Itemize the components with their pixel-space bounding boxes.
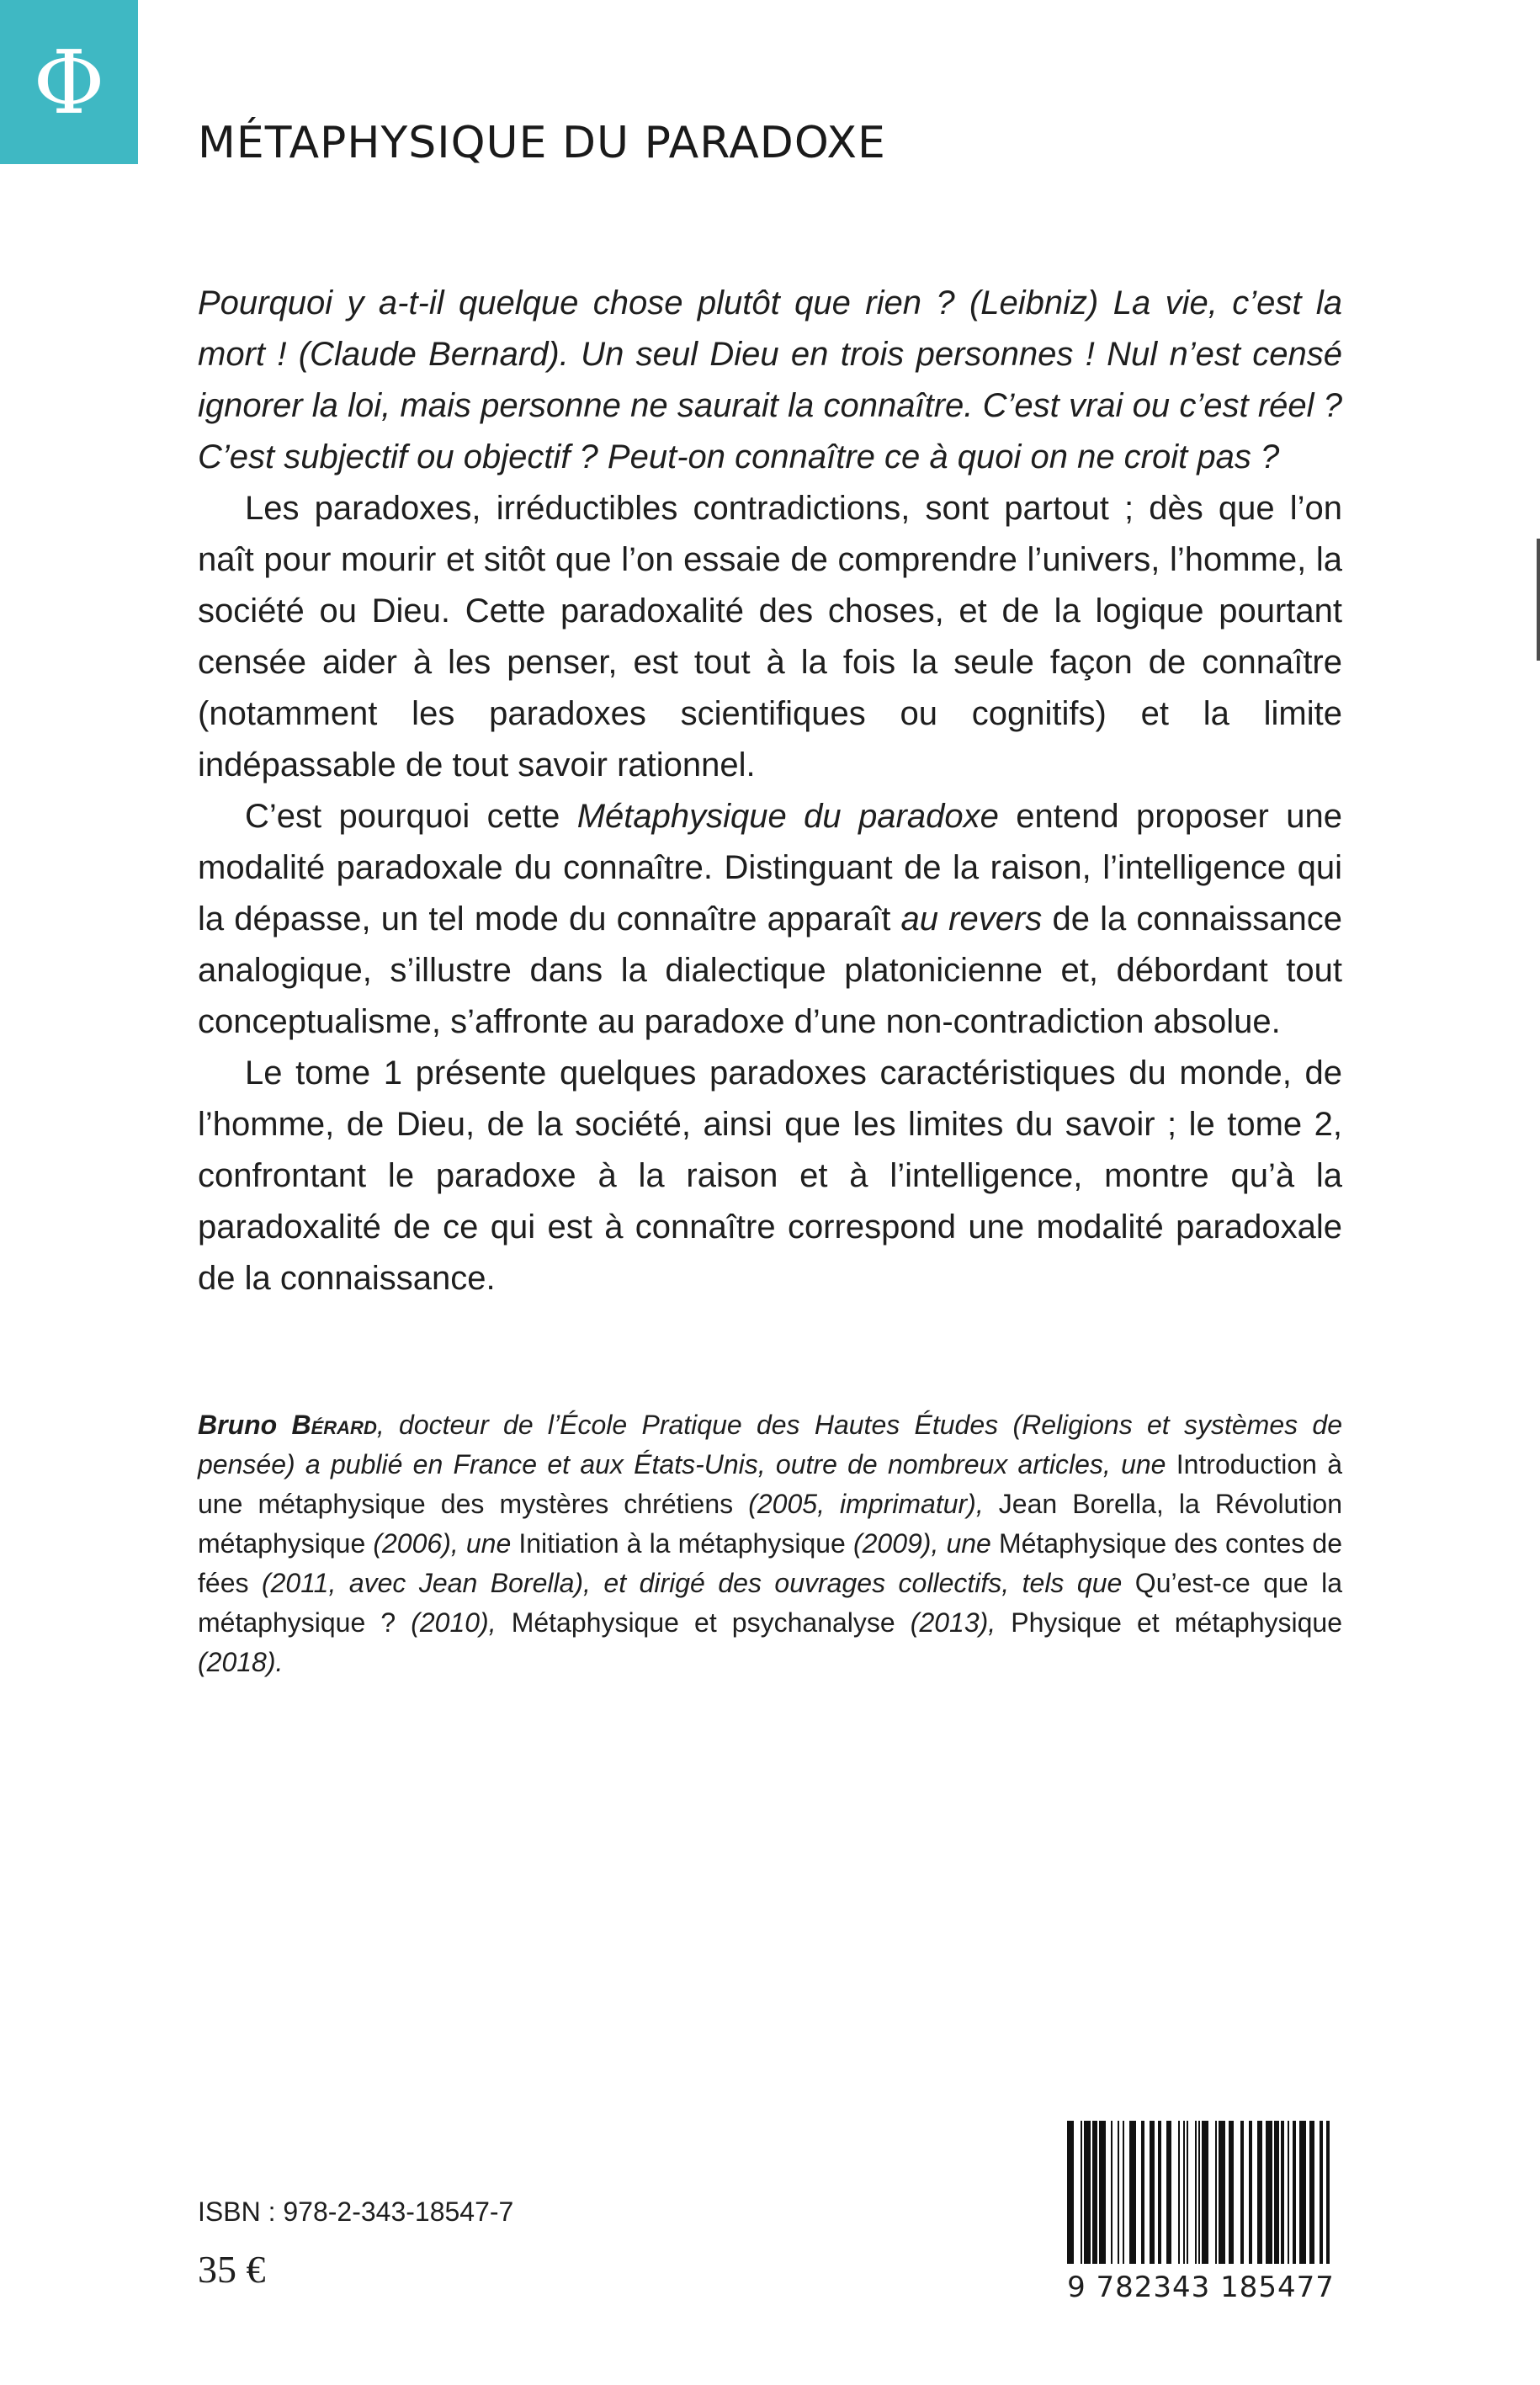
isbn-barcode xyxy=(1062,2121,1340,2306)
phi-logo-icon: Φ xyxy=(33,30,105,134)
barcode-bar xyxy=(1215,2121,1217,2264)
barcode-bar xyxy=(1092,2121,1097,2264)
author-first-name: Bruno xyxy=(198,1410,278,1440)
bio-text-2: (2005, imprimatur), xyxy=(733,1489,999,1519)
barcode-bar xyxy=(1326,2121,1330,2264)
blurb-p3-book-title: Métaphysique du paradoxe xyxy=(576,798,999,835)
back-cover-blurb xyxy=(198,278,1342,1304)
bio-text-5: (2011, avec Jean Borella), et dirigé des ouvrages collectifs, tels que xyxy=(248,1568,1135,1598)
barcode-bar xyxy=(1320,2121,1323,2264)
bio-work-2: Jean Borella, la Révolution métaphysique xyxy=(198,1489,1343,1559)
spine-edge-mark xyxy=(1537,539,1540,661)
blurb-paragraph-3 xyxy=(198,791,1342,1048)
barcode-bar xyxy=(1067,2121,1074,2264)
barcode-bar xyxy=(1183,2121,1185,2264)
barcode-bar xyxy=(1178,2121,1180,2264)
barcode-bar xyxy=(1299,2121,1306,2264)
barcode-bar xyxy=(1081,2121,1082,2264)
bio-work-3: Initiation à la métaphysique xyxy=(518,1528,846,1559)
bio-text-1: , docteur de l’École Pratique des Hautes Études (Religions et systèmes de pensée) a publié en France et aux États-Unis, outre de nombreux articles, une xyxy=(198,1410,1343,1479)
publisher-logo xyxy=(0,0,138,164)
bio-work-7: Physique et métaphysique xyxy=(1011,1607,1343,1638)
blurb-p3-text-b: entend proposer une modalité paradoxale du connaître. Distinguant de la raison, l’intelligence qui la dépasse, un tel mode du connaître apparaît xyxy=(198,798,1343,938)
barcode-bar xyxy=(1293,2121,1296,2264)
barcode-bar xyxy=(1118,2121,1119,2264)
barcode-bar xyxy=(1099,2121,1106,2264)
barcode-bar xyxy=(1240,2121,1244,2264)
barcode-bar xyxy=(1084,2121,1091,2264)
blurb-paragraph-4: Le tome 1 présente quelques paradoxes caractéristiques du monde, de l’homme, de Dieu, de la société, ainsi que les limites du savoir ; le tome 2, confrontant le paradoxe à la raison et à l’intelligence, montre qu’à la paradoxalité de ce qui est à connaître correspond une modalité paradoxale de la connaissance. xyxy=(198,1054,1342,1297)
barcode-digits: 9 782343 185477 xyxy=(1067,2271,1335,2304)
bio-text-4: (2009), une xyxy=(845,1528,999,1559)
barcode-bar xyxy=(1123,2121,1124,2264)
barcode-bar xyxy=(1129,2121,1136,2264)
barcode-bar xyxy=(1198,2121,1200,2264)
bio-work-5: Qu’est-ce que la métaphysique ? xyxy=(198,1568,1343,1638)
blurb-p3-emphasis: au revers xyxy=(900,900,1043,938)
bio-text-7: (2013), xyxy=(895,1607,1012,1638)
barcode-bar xyxy=(1219,2121,1225,2264)
blurb-paragraph-2: Les paradoxes, irréductibles contradictions, sont partout ; dès que l’on naît pour mourir et sitôt que l’on essaie de comprendre l’univers, l’homme, la société ou Dieu. Cette paradoxalité des choses, et de la logique pourtant censée aider à les penser, est tout à la fois la seule façon de connaître (notamment les paradoxes scientifiques ou cognitifs) et la limite indépassable de tout savoir rationnel. xyxy=(198,490,1342,783)
barcode-bar xyxy=(1257,2121,1262,2264)
barcode-bar xyxy=(1281,2121,1284,2264)
bio-text-3: (2006), une xyxy=(365,1528,519,1559)
barcode-bar xyxy=(1187,2121,1188,2264)
barcode-bar xyxy=(1274,2121,1279,2264)
series-title: MÉTAPHYSIQUE DU PARADOXE xyxy=(198,118,886,168)
blurb-intro: Pourquoi y a-t-il quelque chose plutôt que rien ? (Leibniz) La vie, c’est la mort ! (Claude Bernard). Un seul Dieu en trois personnes ! Nul n’est censé ignorer la loi, mais personne ne saurait la connaître. C’est vrai ou c’est réel ? C’est subjectif ou objectif ? Peut-on connaître ce à quoi on ne croit pas ? xyxy=(198,284,1342,475)
barcode-bar xyxy=(1288,2121,1289,2264)
bio-work-1: Introduction à une métaphysique des mystères chrétiens xyxy=(198,1449,1342,1519)
blurb-p3-text-c: de la connaissance analogique, s’illustre dans la dialectique platonicienne et, débordant tout conceptualisme, s’affronte au paradoxe d’une non-contradiction absolue. xyxy=(198,900,1342,1040)
blurb-p3-text-a: C’est pourquoi cette xyxy=(245,798,577,835)
author-bio xyxy=(198,1405,1342,1682)
barcode-bar xyxy=(1249,2121,1252,2264)
author-last-name: Bérard xyxy=(291,1410,377,1440)
barcode-bar xyxy=(1309,2121,1314,2264)
barcode-bar xyxy=(1150,2121,1155,2264)
barcode-bar xyxy=(1158,2121,1161,2264)
bio-work-4: Métaphysique des contes de fées xyxy=(198,1528,1343,1598)
barcode-bar xyxy=(1111,2121,1113,2264)
barcode-bar xyxy=(1266,2121,1272,2264)
bio-text-8: (2018). xyxy=(198,1647,284,1677)
barcode-bar xyxy=(1195,2121,1197,2264)
barcode-bar xyxy=(1166,2121,1171,2264)
barcode-bar xyxy=(1202,2121,1208,2264)
bio-work-6: Métaphysique et psychanalyse xyxy=(511,1607,895,1638)
isbn-label: ISBN : 978-2-343-18547-7 xyxy=(198,2196,514,2227)
barcode-icon xyxy=(1062,2121,1340,2268)
barcode-bar xyxy=(1229,2121,1234,2264)
barcode-bar xyxy=(1141,2121,1144,2264)
price-label: 35 € xyxy=(198,2248,266,2291)
bio-text-6: (2010), xyxy=(396,1607,512,1638)
